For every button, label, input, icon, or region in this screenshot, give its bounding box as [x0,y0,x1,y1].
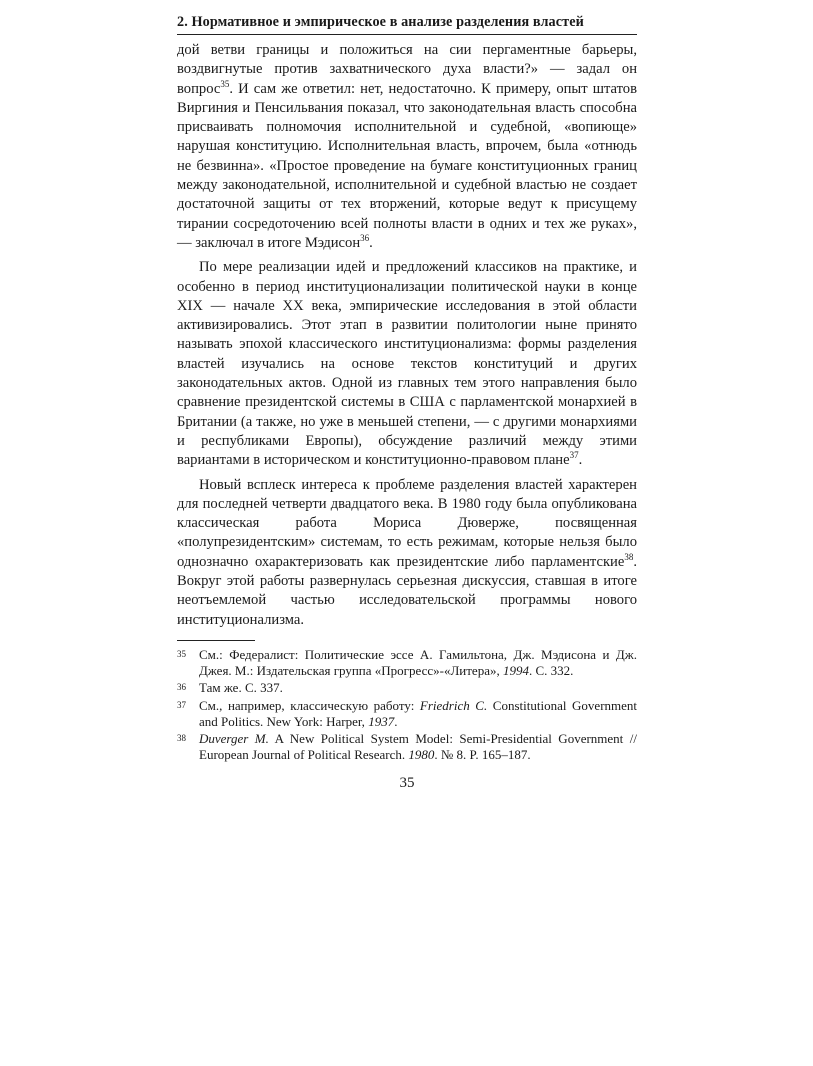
footnote-text [199,731,637,763]
text-run: См.: Федералист: Политические эссе А. Гамильтона, Дж. Мэдисона и Дж. Джея. М.: Издательская группа «Прогресс»-«Литера», [199,646,637,679]
running-head: 2. Нормативное и эмпирическое в анализе разделения властей [177,14,637,35]
italic-text: 1994 [502,663,529,679]
text-run: Новый всплеск интереса к проблеме разделения властей характерен для последней четверти двадцатого века. В 1980 году была опубликована классическая работа Мориса Дюверже, посвященная «полупрезидентским» системам, то есть режимам, которые нельзя было однозначно охарактеризовать как президентские либо парламентские [177,476,637,570]
footnote-ref: 36 [360,233,370,244]
footnote-text [199,698,637,730]
book-page [177,14,637,792]
text-run: Constitutional Government and Politics. New York: Harper, [199,697,638,729]
text-run: A New Political System Model: Semi-Presidential Government // European Journal of Political Research. [199,730,637,763]
footnote-number: 37 [177,699,186,710]
body-text [177,41,637,630]
page-number: 35 [399,775,415,792]
italic-text: 1980 [408,747,435,763]
text-run: . Вокруг этой работы развернулась серьезная дискуссия, ставшая в итоге неотъемлемой частью исследовательской программы нового институционализма. [177,553,637,628]
footnote-ref: 37 [569,450,579,461]
footnote-separator [177,640,255,641]
text-run: . С. 332. [528,663,574,679]
footnote-number: 35 [177,648,186,659]
footnote [177,731,637,763]
paragraph [177,41,637,253]
text-run: Там же. С. 337. [199,680,283,696]
text-run: . И сам же ответил: нет, недостаточно. К примеру, опыт штатов Виргиния и Пенсильвания показал, что законодательная власть способна присваивать полномочия исполнительной и судебной, «вопиюще» нарушая конституцию. Исполнительная власть, впрочем, была «отнюдь не безвинна». «Простое проведение на бумаге конституционных границ между законодательной, исполнительной и судебной властью не создает достаточной защиты от тех вторжений, которые ведут к присущему тирании сосредоточению всей полноты власти в одних и тех же руках», — заключал в итоге Мэдисон [177,80,637,251]
footnote-ref: 38 [624,551,634,562]
italic-text: Friedrich C. [419,697,488,713]
text-run: См., например, классическую работу: [199,697,420,713]
text-run: . [578,452,583,469]
footnote [177,647,637,679]
text-run: дой ветви границы и положиться на сии пергаментные барьеры, воздвигнутые против захватнического духа власти?» — задал он вопрос [177,42,637,97]
footnote [177,680,637,696]
italic-text: 1937 [368,713,395,729]
footnotes [177,647,637,763]
text-run: . [394,713,398,729]
footnote-text [199,680,637,696]
text-run: По мере реализации идей и предложений классиков на практике, и особенно в период институционализации политической науки в конце XIX — начале XX века, эмпирические исследования в этой области активизировались. Этот этап в развитии политологии ныне принято называть эпохой классического институционализма: формы разделения властей изучались на основе текстов конституций и других законодательных актов. Одной из главных тем этого направления было сравнение президентской системы в США с парламентской монархией в Британии (а также, но уже в меньшей степени, — с другими монархиями и республиками Европы), обсуждение различий между этими вариантами в историческом и конституционно-правовом плане [177,259,637,469]
italic-text: Duverger M. [199,730,269,746]
paragraph [177,258,637,470]
footnote-number: 36 [177,682,186,693]
text-run: . [369,234,373,251]
paragraph [177,476,637,630]
footnote-text [199,647,637,679]
footnote [177,698,637,730]
footnote-number: 38 [177,732,186,743]
text-run: . № 8. P. 165–187. [434,747,531,763]
footnote-ref: 35 [220,78,230,89]
